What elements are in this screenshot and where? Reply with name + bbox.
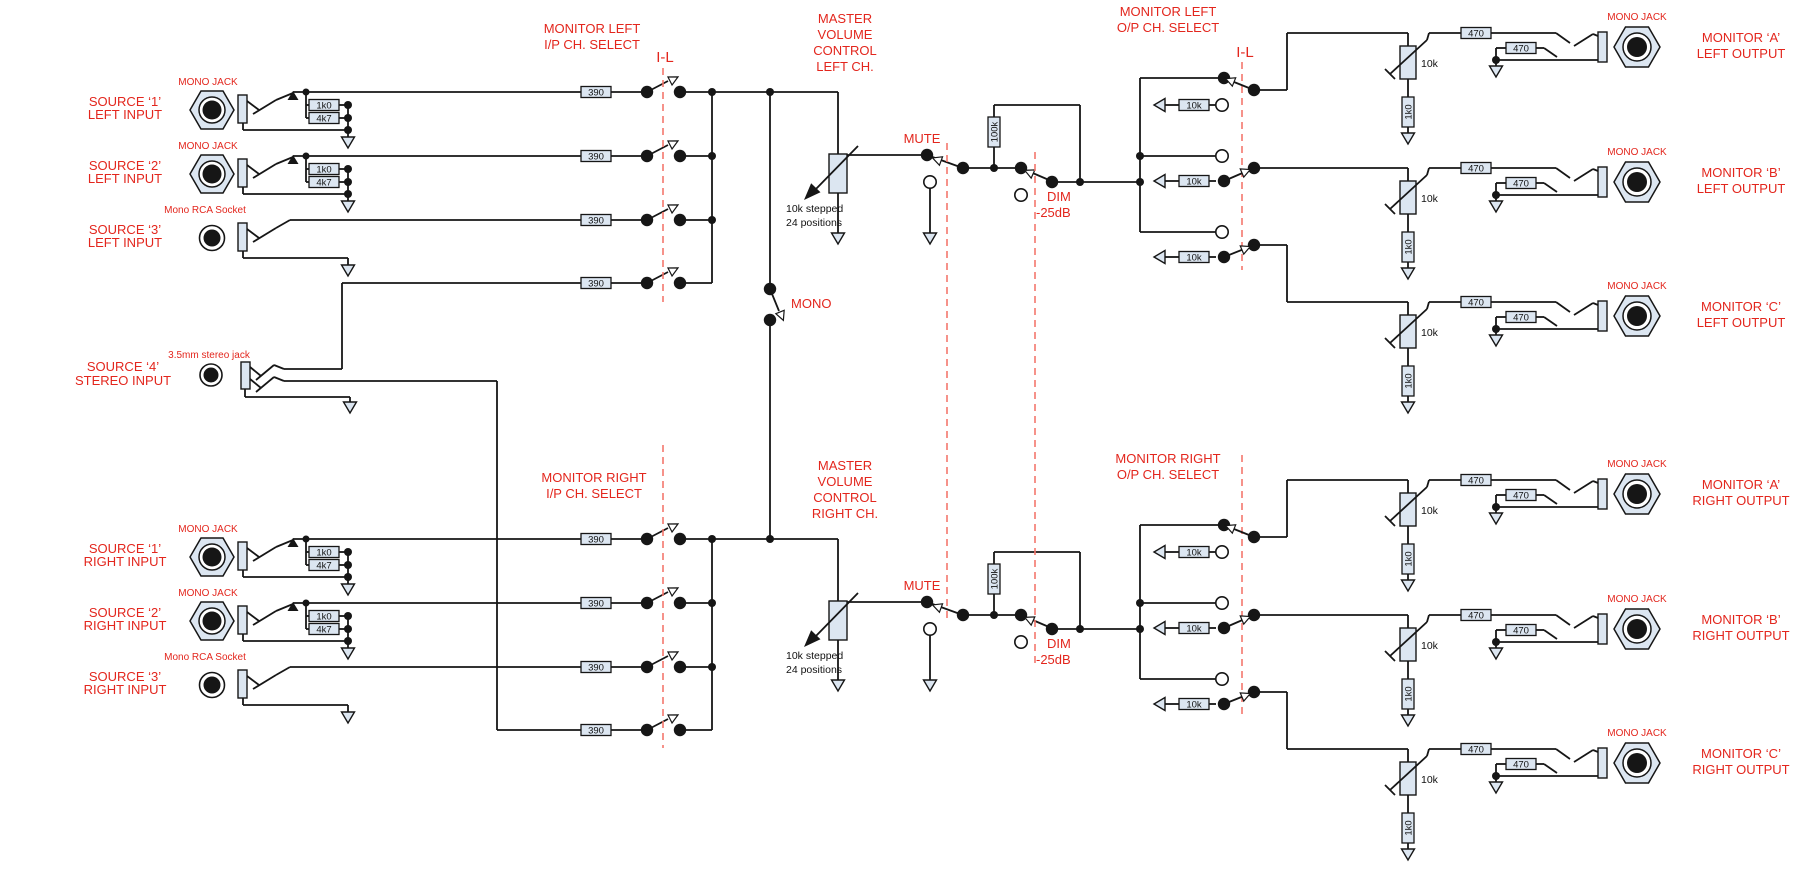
monitor-channel-label: RIGHT OUTPUT bbox=[1692, 628, 1790, 643]
switch-open-terminal bbox=[1216, 99, 1228, 111]
gang-label: I-L bbox=[1236, 44, 1254, 61]
resistor-value: 470 bbox=[1513, 490, 1529, 502]
ground-symbol bbox=[342, 137, 355, 148]
jack-tip-contact bbox=[247, 676, 259, 685]
dim-label: DIM bbox=[1047, 189, 1071, 204]
jack-ring-contact bbox=[250, 379, 261, 388]
section-title: VOLUME bbox=[817, 474, 873, 489]
jack-hole bbox=[203, 612, 222, 631]
section-title: MONITOR RIGHT bbox=[1115, 451, 1221, 466]
wire bbox=[1427, 33, 1429, 40]
resistor-value: 470 bbox=[1513, 312, 1529, 324]
section-title: MASTER bbox=[817, 11, 873, 26]
jack-sleeve-contact bbox=[238, 95, 247, 123]
wire bbox=[1593, 303, 1598, 305]
section-title: O/P CH. SELECT bbox=[1116, 467, 1220, 482]
ground-symbol bbox=[832, 233, 845, 244]
pot-note: 24 positions bbox=[786, 217, 843, 229]
ground-symbol bbox=[1402, 133, 1415, 144]
ground-symbol bbox=[1402, 268, 1415, 279]
switch-arm bbox=[647, 272, 668, 283]
switch-arm bbox=[647, 528, 668, 539]
wire bbox=[276, 667, 290, 675]
jack-ring-contact bbox=[1544, 495, 1557, 504]
section-title: RIGHT CH. bbox=[811, 506, 879, 521]
junction-dot bbox=[1136, 625, 1144, 633]
ground-symbol bbox=[342, 201, 355, 212]
trim-pot-value: 10k bbox=[1421, 505, 1438, 517]
jack-tip-contact bbox=[247, 229, 259, 238]
resistor-value: 100k bbox=[989, 121, 1001, 143]
source-name-label: SOURCE ‘2’ bbox=[88, 158, 162, 173]
wire bbox=[1593, 169, 1598, 171]
switch-arm bbox=[647, 145, 668, 156]
switch-arm bbox=[647, 209, 668, 220]
junction-dot bbox=[708, 152, 716, 160]
resistor-value: 470 bbox=[1513, 625, 1529, 637]
resistor-value: 4k7 bbox=[316, 624, 332, 636]
ground-symbol bbox=[1154, 175, 1165, 188]
connector-label: Mono RCA Socket bbox=[164, 205, 246, 216]
junction-dot bbox=[344, 548, 352, 556]
connector-label: MONO JACK bbox=[178, 588, 238, 599]
resistor-value: 10k bbox=[1186, 699, 1202, 711]
resistor-value: 4k7 bbox=[316, 113, 332, 125]
switch-open-terminal bbox=[1216, 673, 1228, 685]
resistor-value: 1k0 bbox=[1403, 820, 1415, 836]
source-channel-label: LEFT INPUT bbox=[87, 107, 163, 122]
ground-symbol bbox=[1402, 402, 1415, 413]
resistor-value: 100k bbox=[989, 568, 1001, 590]
gang-label: I-L bbox=[656, 49, 674, 66]
jack-ring-contact bbox=[1544, 317, 1557, 326]
resistor-value: 390 bbox=[588, 534, 604, 546]
resistor-value: 470 bbox=[1468, 744, 1484, 756]
wire bbox=[274, 377, 284, 381]
source-name-label: SOURCE ‘3’ bbox=[88, 222, 162, 237]
ground-symbol bbox=[832, 680, 845, 691]
switch-arm-arrow-icon bbox=[776, 310, 788, 322]
wire bbox=[1427, 480, 1429, 487]
section-title: CONTROL bbox=[813, 490, 877, 505]
jack-switch-contact bbox=[1574, 481, 1593, 493]
jack-tip-contact bbox=[1556, 168, 1570, 178]
ground-symbol bbox=[1490, 66, 1503, 77]
dim-label: -25dB bbox=[1036, 205, 1071, 220]
mute-label: MUTE bbox=[903, 131, 941, 146]
switch-arm bbox=[647, 656, 668, 667]
switch-arm-arrow-icon bbox=[668, 264, 680, 276]
junction-dot bbox=[708, 663, 716, 671]
junction-dot bbox=[344, 165, 352, 173]
jack-sleeve-contact bbox=[1598, 301, 1607, 331]
ground-symbol bbox=[1490, 782, 1503, 793]
junction-dot bbox=[344, 114, 352, 122]
input-source-3-left bbox=[88, 205, 581, 276]
resistor-value: 390 bbox=[588, 151, 604, 163]
section-title: MASTER bbox=[817, 458, 873, 473]
ground-symbol bbox=[1490, 201, 1503, 212]
junction-dot bbox=[708, 599, 716, 607]
connector-label: MONO JACK bbox=[1607, 281, 1667, 292]
jack-tip-contact bbox=[247, 548, 259, 557]
monitor-right-ip-select bbox=[541, 445, 716, 748]
section-title: MONITOR RIGHT bbox=[541, 470, 647, 485]
source-name-label: SOURCE ‘2’ bbox=[88, 605, 162, 620]
resistor-value: 470 bbox=[1468, 475, 1484, 487]
switch-open-terminal bbox=[924, 176, 936, 188]
junction-dot bbox=[708, 216, 716, 224]
wire bbox=[1427, 168, 1429, 175]
source-name-label: SOURCE ‘1’ bbox=[88, 541, 162, 556]
resistor-value: 470 bbox=[1513, 43, 1529, 55]
resistor-value: 4k7 bbox=[316, 560, 332, 572]
source-name-label: SOURCE ‘3’ bbox=[88, 669, 162, 684]
junction-dot bbox=[344, 612, 352, 620]
resistor-value: 470 bbox=[1468, 28, 1484, 40]
pot-note: 24 positions bbox=[786, 664, 843, 676]
ground-symbol bbox=[344, 402, 357, 413]
resistor-value: 470 bbox=[1513, 759, 1529, 771]
input-source-2-left bbox=[88, 141, 581, 212]
wire bbox=[274, 365, 284, 369]
ground-symbol bbox=[342, 584, 355, 595]
ground-symbol bbox=[1154, 251, 1165, 264]
jack-switch-contact bbox=[1574, 169, 1593, 181]
switch-arm-arrow-icon bbox=[668, 520, 680, 532]
wire bbox=[1427, 749, 1429, 756]
resistor-value: 1k0 bbox=[316, 547, 332, 559]
resistor-value: 1k0 bbox=[316, 611, 332, 623]
source-channel-label: RIGHT INPUT bbox=[83, 554, 167, 569]
trim-pot-value: 10k bbox=[1421, 58, 1438, 70]
input-source-1-left bbox=[88, 77, 581, 148]
section-title: I/P CH. SELECT bbox=[546, 486, 642, 501]
ground-symbol bbox=[1402, 715, 1415, 726]
input-source-3-right bbox=[84, 652, 581, 723]
switch-arm bbox=[927, 155, 960, 167]
switch-open-terminal bbox=[1216, 597, 1228, 609]
jack-tip-contact bbox=[1556, 302, 1570, 312]
monitor-channel-label: LEFT OUTPUT bbox=[1696, 46, 1786, 61]
resistor-value: 10k bbox=[1186, 252, 1202, 264]
jack-sleeve-contact bbox=[1598, 614, 1607, 644]
resistor-value: 390 bbox=[588, 725, 604, 737]
wire bbox=[1427, 302, 1429, 309]
resistor-value: 1k0 bbox=[1403, 373, 1415, 389]
resistor-value: 470 bbox=[1468, 163, 1484, 175]
jack-hole bbox=[1627, 484, 1647, 504]
switch-open-terminal bbox=[1015, 189, 1027, 201]
wire bbox=[1593, 34, 1598, 36]
trim-pot-value: 10k bbox=[1421, 327, 1438, 339]
jack-switch-contact bbox=[1574, 750, 1593, 762]
switch-arm-arrow-icon bbox=[668, 137, 680, 149]
jack-hole bbox=[1627, 753, 1647, 773]
junction-dot bbox=[344, 561, 352, 569]
junction-dot bbox=[1136, 178, 1144, 186]
switch-open-terminal bbox=[1216, 546, 1228, 558]
input-source-2-right bbox=[84, 588, 581, 659]
resistor-value: 390 bbox=[588, 598, 604, 610]
switch-arm-arrow-icon bbox=[668, 201, 680, 213]
jack-hole bbox=[1627, 172, 1647, 192]
section-title: MONITOR LEFT bbox=[1119, 4, 1217, 19]
jack-switch-contact bbox=[1574, 303, 1593, 315]
switch-open-terminal bbox=[1015, 636, 1027, 648]
ground-symbol bbox=[342, 265, 355, 276]
connector-label: MONO JACK bbox=[1607, 12, 1667, 23]
dim-label: -25dB bbox=[1036, 652, 1071, 667]
switch-arm bbox=[647, 592, 668, 603]
connector-label: MONO JACK bbox=[1607, 459, 1667, 470]
jack-hole bbox=[1627, 37, 1647, 57]
resistor-value: 1k0 bbox=[316, 100, 332, 112]
ground-symbol bbox=[924, 680, 937, 691]
switch-arm bbox=[647, 719, 668, 730]
jack-sleeve-contact bbox=[238, 159, 247, 187]
section-title: LEFT CH. bbox=[816, 59, 874, 74]
resistor-value: 1k0 bbox=[1403, 686, 1415, 702]
connector-label: MONO JACK bbox=[178, 77, 238, 88]
jack-sleeve-contact bbox=[238, 223, 247, 251]
resistor-value: 10k bbox=[1186, 623, 1202, 635]
ground-symbol bbox=[1402, 849, 1415, 860]
resistor-value: 1k0 bbox=[1403, 551, 1415, 567]
source-channel-label: RIGHT INPUT bbox=[83, 682, 167, 697]
resistor-value: 470 bbox=[1468, 297, 1484, 309]
resistor-value: 1k0 bbox=[1403, 239, 1415, 255]
jack-switch-contact bbox=[256, 377, 274, 392]
resistor-value: 1k0 bbox=[316, 164, 332, 176]
connector-label: MONO JACK bbox=[1607, 594, 1667, 605]
ground-symbol bbox=[1490, 513, 1503, 524]
monitor-channel-label: RIGHT OUTPUT bbox=[1692, 762, 1790, 777]
ground-symbol bbox=[342, 648, 355, 659]
monitor-name-label: MONITOR ‘B’ bbox=[1701, 612, 1781, 627]
switch-arm-arrow-icon bbox=[668, 584, 680, 596]
rca-hole bbox=[204, 677, 221, 694]
jack-sleeve-contact bbox=[1598, 748, 1607, 778]
switch-arm-arrow-icon bbox=[668, 73, 680, 85]
jack-hole bbox=[1627, 306, 1647, 326]
switch-open-terminal bbox=[1216, 150, 1228, 162]
input-source-1-right bbox=[84, 524, 581, 595]
resistor-value: 390 bbox=[588, 662, 604, 674]
ground-symbol bbox=[924, 233, 937, 244]
jack-tip-contact bbox=[247, 165, 259, 174]
monitor-name-label: MONITOR ‘A’ bbox=[1701, 477, 1781, 492]
jack-sleeve-contact bbox=[1598, 32, 1607, 62]
jack-hole bbox=[203, 548, 222, 567]
switch-arm-arrow-icon bbox=[668, 648, 680, 660]
connector-label: 3.5mm stereo jack bbox=[168, 350, 250, 361]
jack-tip-contact bbox=[1556, 749, 1570, 759]
connector-label: MONO JACK bbox=[178, 524, 238, 535]
section-title: O/P CH. SELECT bbox=[1116, 20, 1220, 35]
wire bbox=[1427, 615, 1429, 622]
resistor-value: 10k bbox=[1186, 547, 1202, 559]
jack-ring-contact bbox=[1544, 48, 1557, 57]
monitor-right-op-select bbox=[1115, 451, 1789, 860]
jack-tip-contact bbox=[1556, 33, 1570, 43]
rca-hole bbox=[204, 230, 221, 247]
ground-symbol bbox=[1154, 622, 1165, 635]
switch-arm-arrow-icon bbox=[668, 711, 680, 723]
jack-sleeve-contact bbox=[1598, 167, 1607, 197]
master-volume-right bbox=[712, 458, 1140, 691]
jack-tip-contact bbox=[250, 367, 261, 376]
source-name-label: SOURCE ‘1’ bbox=[88, 94, 162, 109]
jack-sleeve-contact bbox=[238, 606, 247, 634]
jack-ring-contact bbox=[1544, 630, 1557, 639]
connector-label: Mono RCA Socket bbox=[164, 652, 246, 663]
connector-label: MONO JACK bbox=[178, 141, 238, 152]
monitor-name-label: MONITOR ‘B’ bbox=[1701, 165, 1781, 180]
switch-open-terminal bbox=[924, 623, 936, 635]
section-title: MONITOR LEFT bbox=[543, 21, 641, 36]
resistor-value: 10k bbox=[1186, 176, 1202, 188]
switch-open-terminal bbox=[1216, 226, 1228, 238]
junction-dot bbox=[344, 625, 352, 633]
resistor-value: 470 bbox=[1513, 178, 1529, 190]
switch-arm bbox=[927, 602, 960, 614]
pot-note: 10k stepped bbox=[786, 650, 844, 662]
wire bbox=[1593, 616, 1598, 618]
source-channel-label: LEFT INPUT bbox=[87, 235, 163, 250]
master-volume-left bbox=[712, 11, 1140, 244]
jack-ring-contact bbox=[1544, 183, 1557, 192]
ground-symbol bbox=[342, 712, 355, 723]
source-channel-label: STEREO INPUT bbox=[74, 373, 172, 388]
section-title: VOLUME bbox=[817, 27, 873, 42]
mono-label: MONO bbox=[791, 296, 832, 311]
jack-tip-contact bbox=[247, 101, 259, 110]
monitor-name-label: MONITOR ‘A’ bbox=[1701, 30, 1781, 45]
monitor-left-ip-select bbox=[544, 21, 716, 302]
wire bbox=[276, 220, 290, 228]
trim-pot-value: 10k bbox=[1421, 193, 1438, 205]
resistor-value: 390 bbox=[588, 87, 604, 99]
monitor-left-op-select bbox=[1117, 4, 1786, 413]
ground-symbol bbox=[1154, 698, 1165, 711]
mute-label: MUTE bbox=[903, 578, 941, 593]
monitor-channel-label: LEFT OUTPUT bbox=[1696, 315, 1786, 330]
pot-note: 10k stepped bbox=[786, 203, 844, 215]
connector-label: MONO JACK bbox=[1607, 728, 1667, 739]
source-name-label: SOURCE ‘4’ bbox=[86, 359, 160, 374]
jack-ring-contact bbox=[1544, 764, 1557, 773]
jack-tip-contact bbox=[247, 612, 259, 621]
source-channel-label: RIGHT INPUT bbox=[83, 618, 167, 633]
jack-switch-contact bbox=[256, 365, 274, 380]
wire bbox=[1593, 481, 1598, 483]
resistor-value: 10k bbox=[1186, 100, 1202, 112]
connector-label: MONO JACK bbox=[1607, 147, 1667, 158]
resistor-value: 1k0 bbox=[1403, 104, 1415, 120]
monitor-channel-label: RIGHT OUTPUT bbox=[1692, 493, 1790, 508]
jack-sleeve-contact bbox=[1598, 479, 1607, 509]
jack-hole bbox=[204, 368, 219, 383]
jack-tip-contact bbox=[1556, 615, 1570, 625]
monitor-channel-label: LEFT OUTPUT bbox=[1696, 181, 1786, 196]
jack-tip-contact bbox=[1556, 480, 1570, 490]
resistor-value: 470 bbox=[1468, 610, 1484, 622]
jack-sleeve-contact bbox=[238, 542, 247, 570]
junction-dot bbox=[344, 178, 352, 186]
monitor-name-label: MONITOR ‘C’ bbox=[1701, 299, 1781, 314]
section-title: CONTROL bbox=[813, 43, 877, 58]
wire bbox=[1593, 750, 1598, 752]
jack-hole bbox=[203, 165, 222, 184]
resistor-value: 390 bbox=[588, 278, 604, 290]
monitor-name-label: MONITOR ‘C’ bbox=[1701, 746, 1781, 761]
switch-arm bbox=[647, 81, 668, 92]
jack-hole bbox=[1627, 619, 1647, 639]
section-title: I/P CH. SELECT bbox=[544, 37, 640, 52]
ground-symbol bbox=[1154, 546, 1165, 559]
trim-pot-value: 10k bbox=[1421, 774, 1438, 786]
jack-switch-contact bbox=[1574, 616, 1593, 628]
source-channel-label: LEFT INPUT bbox=[87, 171, 163, 186]
trim-pot-value: 10k bbox=[1421, 640, 1438, 652]
jack-sleeve-contact bbox=[241, 362, 250, 389]
jack-switch-contact bbox=[1574, 34, 1593, 46]
jack-sleeve-contact bbox=[238, 670, 247, 698]
ground-symbol bbox=[1490, 335, 1503, 346]
ground-symbol bbox=[1154, 99, 1165, 112]
resistor-value: 4k7 bbox=[316, 177, 332, 189]
dim-label: DIM bbox=[1047, 636, 1071, 651]
input-source-4-stereo bbox=[75, 283, 581, 730]
junction-dot bbox=[344, 101, 352, 109]
ground-symbol bbox=[1490, 648, 1503, 659]
resistor-value: 390 bbox=[588, 215, 604, 227]
jack-hole bbox=[203, 101, 222, 120]
ground-symbol bbox=[1402, 580, 1415, 591]
